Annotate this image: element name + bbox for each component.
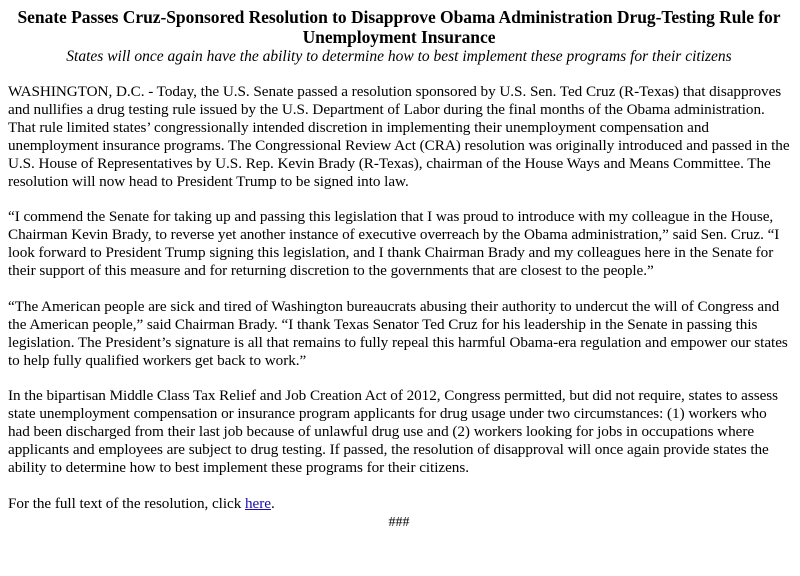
full-text-suffix: . xyxy=(270,494,275,512)
paragraph-brady-quote: “The American people are sick and tired of Washington bureaucrats abusing their authority to undercut the will of Congress and the American people,” said Chairman Brady. “I thank Texas Senator Ted Cruz for his leadership in the Senate in passing this legislation. The President’s signature is all that remains to fully repeal this harmful Obama-era regulation and empower our states to help fully qualified workers get back to work.” xyxy=(8,297,788,369)
paragraph-dateline: WASHINGTON, D.C. - Today, the U.S. Senate passed a resolution sponsored by U.S. Sen. Ted Cruz (R-Texas) that disapproves and nullifies a drug testing rule issued by the U.S. Department of Labor during the final months of the Obama administration. That rule limited states’ congressionally intended discretion in implementing their unemployment compensation and unemployment insurance programs. The Congressional Review Act (CRA) resolution was originally introduced and passed in the U.S. House of Representatives by U.S. Rep. Kevin Brady (R-Texas), chairman of the House Ways and Means Committee. The resolution will now head to President Trump to be signed into law. xyxy=(8,83,790,190)
paragraph-background: In the bipartisan Middle Class Tax Relief and Job Creation Act of 2012, Congress permitted, but did not require, states to assess state unemployment compensation or insurance program applicants for drug usage under two circumstances: (1) workers who had been discharged from their last job because of unlawful drug use and (2) workers looking for jobs in occupations where applicants and employees are subject to drug testing. If passed, the resolution of disapproval will once again provide states the ability to determine how to best implement these programs for their citizens. xyxy=(8,387,779,476)
resolution-link[interactable]: here xyxy=(245,494,271,512)
full-text-prefix: For the full text of the resolution, click xyxy=(8,494,246,512)
full-text-line xyxy=(8,495,790,513)
end-mark: ### xyxy=(388,514,410,530)
subheadline: States will once again have the ability to determine how to best implement these programs for their citizens xyxy=(66,48,732,65)
headline: Senate Passes Cruz-Sponsored Resolution to Disapprove Obama Administration Drug-Testing Rule for Unemployment Insurance xyxy=(17,7,781,47)
paragraph-cruz-quote: “I commend the Senate for taking up and passing this legislation that I was proud to introduce with my colleague in the House, Chairman Kevin Brady, to reverse yet another instance of executive overreach by the Obama administration,” said Sen. Cruz. “I look forward to President Trump signing this legislation, and I thank Chairman Brady and my colleagues here in the Senate for their support of this measure and for returning discretion to the governments that are closest to the people.” xyxy=(8,208,780,280)
press-release xyxy=(0,7,800,576)
